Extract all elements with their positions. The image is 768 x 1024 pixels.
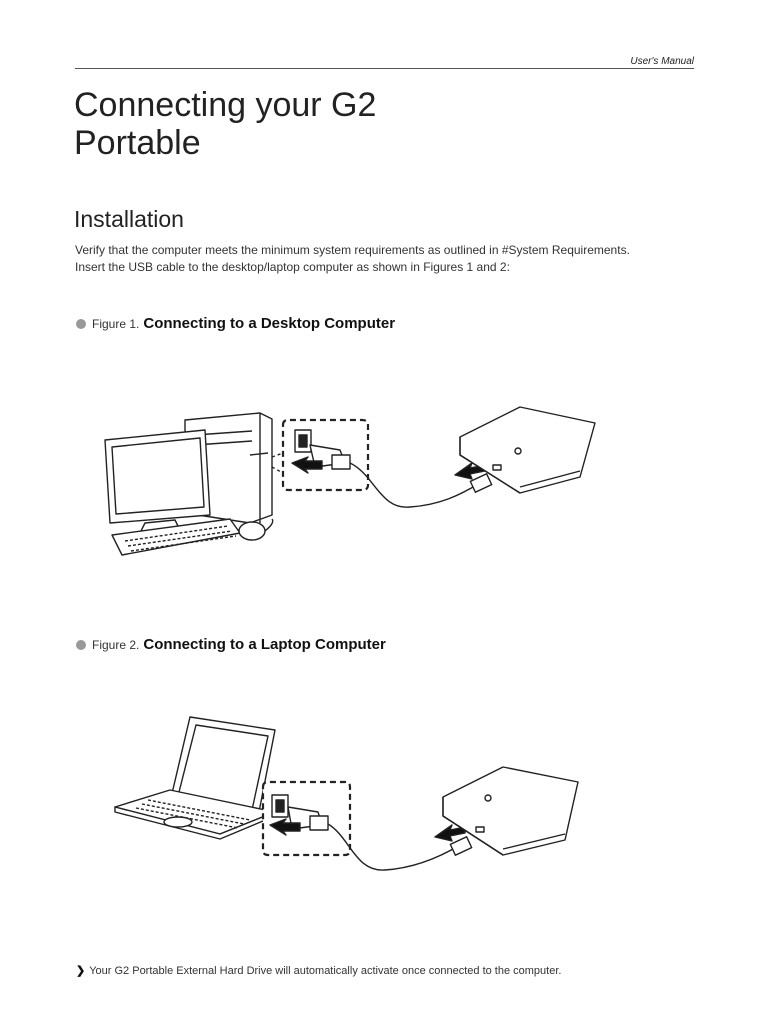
figure-1-title: Connecting to a Desktop Computer [143,315,396,332]
bullet-icon [76,319,86,329]
page-title-line-2: Portable [74,124,201,162]
footnote-text: Your G2 Portable External Hard Drive will automatically activate once connected to the computer. [89,964,562,977]
intro-text [75,242,630,276]
figure-1-prefix: Figure 1. [92,316,140,331]
desktop-computer-illustration [100,395,600,565]
figure-2-caption [76,636,386,653]
figure-2-prefix: Figure 2. [92,637,140,652]
header-rule [75,68,694,69]
intro-line-2: Insert the USB cable to the desktop/laptop computer as shown in Figures 1 and 2: [75,260,510,274]
intro-line-1: Verify that the computer meets the minimum system requirements as outlined in #System Requirements. [75,243,630,257]
page-title [74,86,376,162]
header-label: User's Manual [630,56,694,67]
page-title-line-1: Connecting your G2 [74,86,377,124]
laptop-computer-illustration [110,712,590,882]
chevron-right-icon: ❯ [76,965,86,977]
footnote [76,964,561,977]
figure-1-caption [76,315,395,332]
section-heading: Installation [74,206,184,232]
figure-2-title: Connecting to a Laptop Computer [143,636,386,653]
bullet-icon [76,640,86,650]
